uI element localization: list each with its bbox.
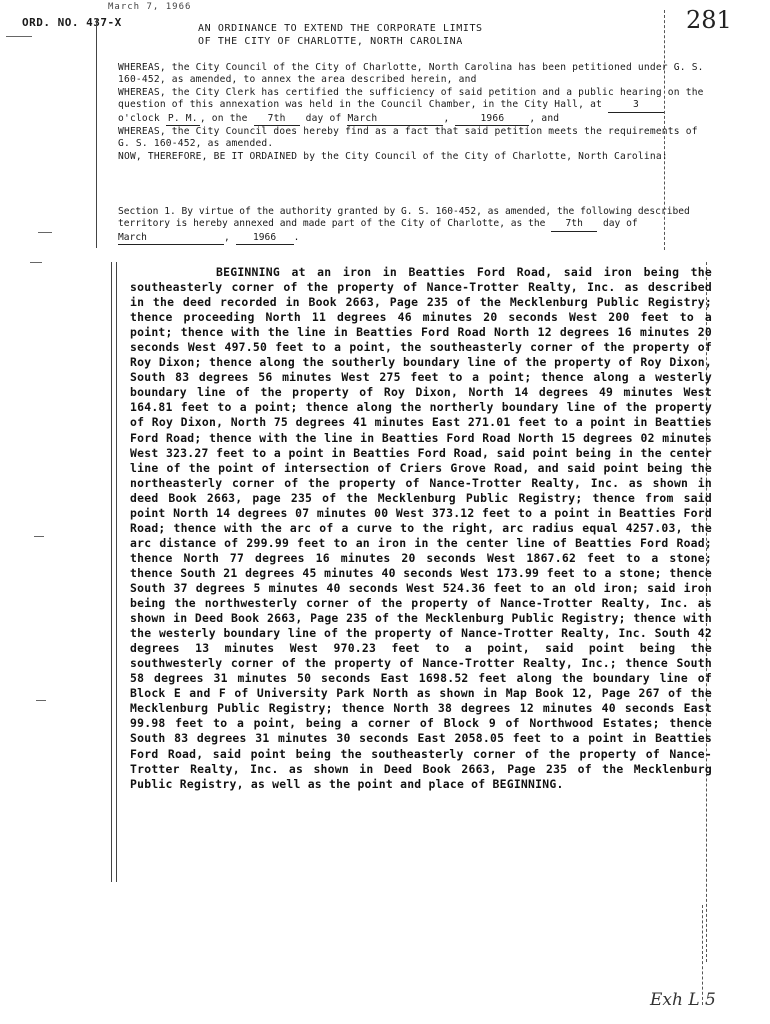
hearing-year: 1966 [455, 113, 529, 126]
section-year: 1966 [236, 232, 294, 245]
ordinance-title [198, 22, 483, 48]
title-line-2: OF THE CITY OF CHARLOTTE, NORTH CAROLINA [198, 36, 463, 47]
margin-tick [34, 536, 44, 537]
whereas-hearing: WHEREAS, the City Clerk has certified the sufficiency of said petition and a public hearing on the question of this annexation was held in the Council Chamber, in the City Hall, at 3 o'clock P. M. , on the 7th day of March , 1966 , and [118, 87, 708, 126]
hearing-ampm: P. M. [166, 113, 200, 126]
margin-tick [36, 700, 46, 701]
metes-and-bounds-description [130, 265, 712, 792]
description-paragraph: BEGINNING at an iron in Beatties Ford Road, said iron being the southeasterly corner of the property of Nance-Trotter Realty, Inc. as described in the deed recorded in Book 2663, Page 235 of the Mecklenburg Public Registry; thence proceeding North 11 degrees 46 minutes 20 seconds West 200 feet to a point; thence with the line in Beatties Ford Road North 12 degrees 16 minutes 20 seconds West 497.50 feet to a point, the southeasterly corner of the property of Roy Dixon; thence along the southerly boundary line of the property of Roy Dixon, South 83 degrees 56 minutes West 275 feet to a point; thence along a westerly boundary line of the property of Roy Dixon, North 14 degrees 49 minutes West 164.81 feet to a point; thence along the northerly boundary line of the property of Roy Dixon, North 75 degrees 41 minutes East 271.01 feet to a point in Beatties Ford Road; thence with the line in Beatties Ford Road North 15 degrees 02 minutes West 323.27 feet to a point in Beatties Ford Road, said point being in the center line of the point of intersection of Criers Grove Road, and said point being the northeasterly corner of the property of Nance-Trotter Realty, Inc. as shown in deed Book 2663, page 235 of the Mecklenburg Public Registry; thence from said point North 14 degrees 07 minutes 00 West 373.12 feet to a point in Beatties Ford Road; thence with the arc of a curve to the right, arc radius equal 4257.03, the arc distance of 299.99 feet to an iron in the center line of Beatties Ford Road; thence North 77 degrees 16 minutes 20 seconds West 1867.62 feet to a stone; thence South 21 degrees 45 minutes 40 seconds West 173.99 feet to a stone; thence South 37 degrees 5 minutes 40 seconds West 524.36 feet to an old iron; said iron being the northwesterly corner of the property of Nance-Trotter Realty, Inc. as shown in Deed Book 2663, Page 235 of the Mecklenburg Public Registry; thence with the westerly boundary line of the property of Nance-Trotter Realty, Inc. South 42 degrees 13 minutes West 970.23 feet to a point, said point being the southwesterly corner of the property of Nance-Trotter Realty, Inc.; thence South 58 degrees 31 minutes 50 seconds East 1698.52 feet along the boundary line of Block E and F of University Park North as shown in Map Book 12, Page 267 of the Mecklenburg Public Registry; thence North 38 degrees 12 minutes 40 seconds East 99.98 feet to a point, being a corner of Block 9 of Northwood Estates; thence South 83 degrees 31 minutes 30 seconds East 2058.05 feet to a point in Beatties Ford Road, said point being the southeasterly corner of the property of Nance-Trotter Realty, Inc. as shown in Deed Book 2663, Page 235 of the Mecklenburg Public Registry, as well as the point and place of BEGINNING. [130, 265, 712, 791]
title-line-1: AN ORDINANCE TO EXTEND THE CORPORATE LIMITS [198, 23, 483, 34]
ordinance-number: ORD. NO. 437-X [22, 16, 122, 29]
margin-tick [30, 262, 42, 263]
page-number: 281 [686, 6, 732, 34]
hearing-day: 7th [254, 113, 300, 126]
legal-rule-left [111, 262, 112, 882]
date-stamp: March 7, 1966 [108, 2, 192, 12]
margin-tick [6, 36, 32, 37]
hearing-hour: 3 [608, 99, 664, 112]
handwritten-initials: Exh L 5 [650, 990, 716, 1010]
whereas-petition: WHEREAS, the City Council of the City of Charlotte, North Carolina has been petitioned under G. S. 160-452, as amended, to annex the area described herein, and [118, 62, 704, 86]
whereas-finding: WHEREAS, the City Council does hereby find as a fact that said petition meets the requirements of G. S. 160-452, as amended. [118, 126, 698, 150]
hearing-month: March [347, 113, 443, 126]
section-day: 7th [551, 218, 597, 231]
now-therefore: NOW, THEREFORE, BE IT ORDAINED by the City Council of the City of Charlotte, North Carolina: [118, 150, 668, 162]
margin-tick [38, 232, 52, 233]
section-1: Section 1. By virtue of the authority granted by G. S. 160-452, as amended, the following described territory is hereby annexed and made part of the City of Charlotte, as the 7th day of March , 1966 . [118, 206, 708, 245]
recitals [118, 62, 708, 163]
binding-rule-left [96, 18, 97, 248]
section-month: March [118, 232, 224, 245]
legal-rule-left-inner [116, 262, 117, 882]
